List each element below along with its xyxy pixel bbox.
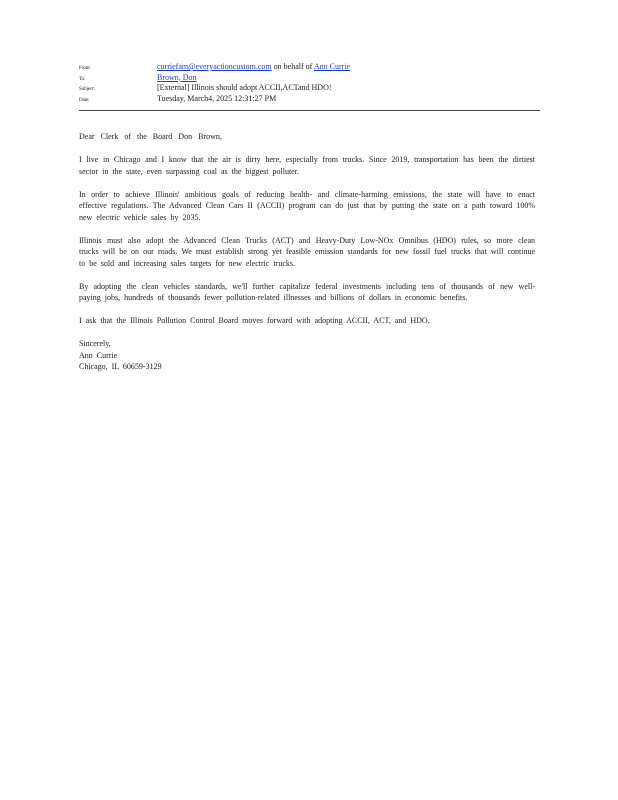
closing: Sincerely, [79, 339, 111, 348]
from-name-link[interactable]: Ann Currie [313, 62, 351, 71]
from-label: From: [79, 66, 91, 71]
date-value: Tuesday, March4, 2025 12:31:27 PM [157, 93, 277, 103]
header-divider [79, 110, 540, 111]
email-header [79, 62, 540, 104]
date-label: Date: [79, 97, 90, 103]
email-body [79, 131, 535, 373]
signature-block [79, 338, 535, 373]
from-row [79, 62, 540, 72]
signer-name: Ann Currie [79, 350, 118, 360]
to-row [79, 73, 540, 83]
from-email-link[interactable]: curriefam@everyactioncustom.com [157, 62, 272, 71]
body-paragraph-5: I ask that the Illinois Pollution Control Board moves forward with adopting ACCII, ACT, and HDO. [79, 316, 430, 325]
signer-address: Chicago, IL 60659-3129 [79, 362, 162, 371]
subject-label: Subject: [79, 87, 95, 92]
subject-value: [External] Illinois should adopt ACCII,ACTand HDO! [157, 83, 332, 92]
subject-row [79, 83, 540, 93]
body-paragraph-4: By adopting the clean vehicles standards, we'll further capitalize federal investments including tens of thousands of new well-paying jobs, hundreds of thousands fewer pollution-related illnesses and billions of dollars in economic benefits. [79, 281, 535, 302]
from-value [157, 62, 350, 72]
date-row [79, 94, 540, 104]
to-label: To: [79, 76, 86, 82]
greeting: Dear Clerk of the Board Don Brown, [79, 132, 222, 141]
to-value-link[interactable]: Brown, Don [157, 72, 197, 82]
body-paragraph-2: In order to achieve Illinois' ambitious goals of reducing health- and climate-harming emissions, the state will have to enact effective regulations. The Advanced Clean Cars II (ACCII) program can do just that by putting the state on a path toward 100% new electric vehicle sales by 2035. [79, 189, 535, 222]
body-paragraph-3: Illinois must also adopt the Advanced Clean Trucks (ACT) and Heavy-Duty Low-NOx Omnibus (HDO) rules, so more clean trucks will be on our roads. We must establish strong yet feasible emission standards for new fossil fuel trucks that will continue to be sold and increasing sales targets for new electric trucks. [79, 235, 535, 268]
body-paragraph-1: I live in Chicago and I know that the air is dirty here, especially from trucks. Since 2019, transportation has been the dirtiest sector in the state, even surpassing coal as the biggest polluter. [79, 155, 535, 176]
from-on-behalf-text: on behalf of [271, 62, 314, 71]
